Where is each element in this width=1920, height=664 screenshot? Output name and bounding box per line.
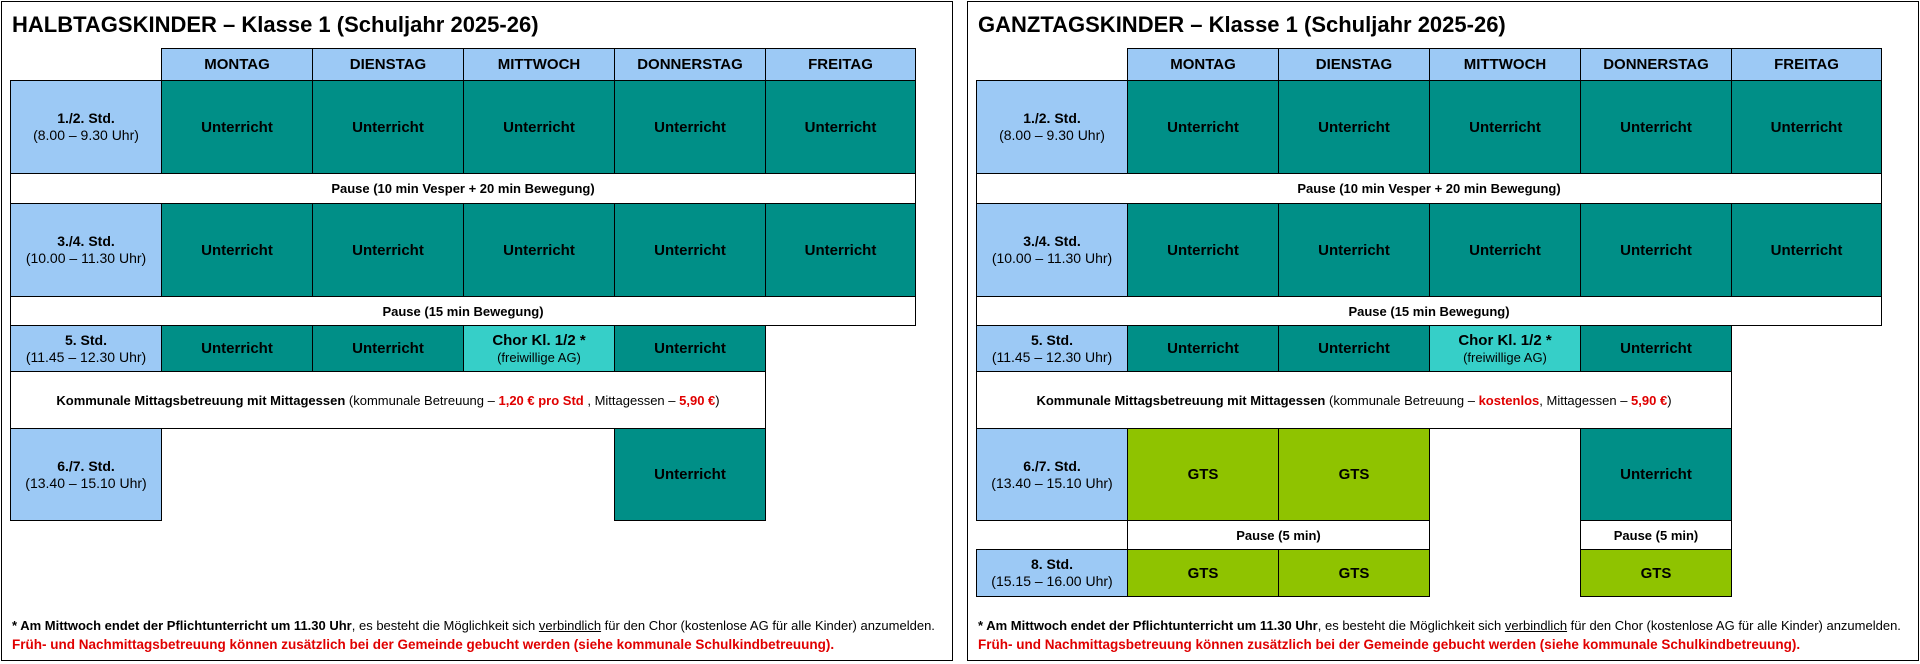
lesson-cell: Unterricht	[1731, 203, 1882, 297]
halbtag-schedule-panel	[1, 1, 953, 661]
slot-1-time: (8.00 – 9.30 Uhr)	[999, 127, 1105, 143]
lesson-cell: Unterricht	[614, 80, 766, 174]
slot-1-time: (8.00 – 9.30 Uhr)	[33, 127, 139, 143]
lesson-cell: Unterricht	[1127, 203, 1279, 297]
lesson-cell: Unterricht	[1731, 80, 1882, 174]
slot-3-time: (11.45 – 12.30 Uhr)	[25, 348, 147, 365]
slot-4-time: (13.40 – 15.10 Uhr)	[991, 474, 1113, 491]
footnote	[978, 618, 1901, 633]
chor-cell	[1429, 325, 1581, 372]
footnote-text2: für den Chor (kostenlose AG für alle Kinder) anzumelden.	[1567, 618, 1901, 633]
lesson-cell: Unterricht	[1278, 80, 1430, 174]
footnote-underline: verbindlich	[538, 618, 602, 633]
chor-cell	[463, 325, 615, 372]
slot-4-label	[10, 428, 162, 521]
care-price: 1,20 € pro Std	[498, 392, 584, 408]
lesson-cell: Unterricht	[161, 203, 313, 297]
chor-title: Chor Kl. 1/2 *	[1458, 331, 1552, 349]
slot-2-label	[10, 203, 162, 297]
slot-4-label	[976, 428, 1128, 521]
lunch-title: Kommunale Mittagsbetreuung mit Mittagessen	[1036, 392, 1326, 408]
footnote-text1: , es besteht die Möglichkeit sich	[351, 618, 539, 633]
chor-subtitle: (freiwillige AG)	[1463, 349, 1547, 365]
slot-1-label	[10, 80, 162, 174]
slot-2-title: 3./4. Std.	[1023, 233, 1081, 249]
header-freitag: FREITAG	[1731, 48, 1882, 81]
footnote-text2: für den Chor (kostenlose AG für alle Kinder) anzumelden.	[601, 618, 935, 633]
slot-1-label	[976, 80, 1128, 174]
footnote-bold: * Am Mittwoch endet der Pflichtunterricht um 11.30 Uhr	[978, 618, 1318, 633]
slot-2-title: 3./4. Std.	[57, 233, 115, 249]
header-freitag: FREITAG	[765, 48, 916, 81]
chor-subtitle: (freiwillige AG)	[497, 349, 581, 365]
halbtag-title: HALBTAGSKINDER – Klasse 1 (Schuljahr 2025-26)	[12, 12, 539, 37]
slot-2-label	[976, 203, 1128, 297]
lesson-cell: Unterricht	[1278, 325, 1430, 372]
slot-2-time: (10.00 – 11.30 Uhr)	[991, 250, 1113, 266]
slot-1-title: 1./2. Std.	[57, 110, 115, 126]
footnote-bold: * Am Mittwoch endet der Pflichtunterricht um 11.30 Uhr	[12, 618, 352, 633]
lesson-cell: Unterricht	[765, 80, 916, 174]
slot-4-title: 6./7. Std.	[57, 457, 115, 474]
pause-row: Pause (15 min Bewegung)	[976, 296, 1882, 326]
lunch-part3: )	[715, 392, 720, 408]
lesson-cell: Unterricht	[1429, 203, 1581, 297]
header-donnerstag: DONNERSTAG	[614, 48, 766, 81]
care-price: kostenlos	[1478, 392, 1540, 408]
header-mittwoch: MITTWOCH	[1429, 48, 1581, 81]
pause-row: Pause (10 min Vesper + 20 min Bewegung)	[976, 173, 1882, 204]
header-dienstag: DIENSTAG	[1278, 48, 1430, 81]
pause-row: Pause (15 min Bewegung)	[10, 296, 916, 326]
lesson-cell: Unterricht	[1580, 80, 1732, 174]
slot-3-label	[10, 325, 162, 372]
slot-5-title: 8. Std.	[1030, 556, 1073, 572]
gts-cell: GTS	[1278, 549, 1430, 597]
chor-title: Chor Kl. 1/2 *	[492, 331, 586, 349]
lesson-cell: Unterricht	[161, 80, 313, 174]
gts-cell: GTS	[1127, 428, 1279, 521]
pause-row: Pause (5 min)	[1127, 520, 1430, 550]
lesson-cell: Unterricht	[1580, 428, 1732, 521]
lunch-text	[56, 392, 719, 409]
pause-row: Pause (10 min Vesper + 20 min Bewegung)	[10, 173, 916, 204]
slot-3-title: 5. Std.	[1030, 331, 1073, 348]
care-note: Früh- und Nachmittagsbetreuung können zusätzlich bei der Gemeinde gebucht werden (siehe kommunale Schulkindbetreuung).	[12, 637, 835, 652]
lesson-cell: Unterricht	[1278, 203, 1430, 297]
lunch-row	[10, 371, 766, 429]
gts-cell: GTS	[1580, 549, 1732, 597]
lunch-part1: (kommunale Betreuung –	[1325, 392, 1479, 408]
lesson-cell: Unterricht	[312, 80, 464, 174]
footnote	[12, 618, 935, 633]
lesson-cell: Unterricht	[1580, 325, 1732, 372]
header-montag: MONTAG	[161, 48, 313, 81]
lesson-cell: Unterricht	[463, 80, 615, 174]
meal-price: 5,90 €	[679, 392, 716, 408]
ganztag-title: GANZTAGSKINDER – Klasse 1 (Schuljahr 2025-26)	[978, 12, 1506, 37]
lesson-cell: Unterricht	[463, 203, 615, 297]
ganztag-schedule-panel	[967, 1, 1919, 661]
header-donnerstag: DONNERSTAG	[1580, 48, 1732, 81]
lunch-title: Kommunale Mittagsbetreuung mit Mittagessen	[56, 392, 346, 408]
lesson-cell: Unterricht	[614, 428, 766, 521]
lunch-part3: )	[1667, 392, 1672, 408]
lunch-part2: , Mittagessen –	[583, 392, 680, 408]
slot-5-label	[976, 549, 1128, 597]
lesson-cell: Unterricht	[1429, 80, 1581, 174]
lunch-part1: (kommunale Betreuung –	[345, 392, 499, 408]
lunch-part2: , Mittagessen –	[1539, 392, 1632, 408]
pause-row: Pause (5 min)	[1580, 520, 1732, 550]
lesson-cell: Unterricht	[614, 325, 766, 372]
slot-3-label	[976, 325, 1128, 372]
slot-3-title: 5. Std.	[64, 331, 107, 348]
header-mittwoch: MITTWOCH	[463, 48, 615, 81]
lesson-cell: Unterricht	[765, 203, 916, 297]
gts-cell: GTS	[1278, 428, 1430, 521]
care-note: Früh- und Nachmittagsbetreuung können zusätzlich bei der Gemeinde gebucht werden (siehe kommunale Schulkindbetreuung).	[978, 637, 1801, 652]
header-dienstag: DIENSTAG	[312, 48, 464, 81]
gts-cell: GTS	[1127, 549, 1279, 597]
slot-5-time: (15.15 – 16.00 Uhr)	[991, 573, 1113, 589]
header-montag: MONTAG	[1127, 48, 1279, 81]
slot-1-title: 1./2. Std.	[1023, 110, 1081, 126]
lesson-cell: Unterricht	[161, 325, 313, 372]
lunch-text	[1036, 392, 1671, 409]
footnote-text1: , es besteht die Möglichkeit sich	[1317, 618, 1505, 633]
slot-2-time: (10.00 – 11.30 Uhr)	[25, 250, 147, 266]
slot-4-time: (13.40 – 15.10 Uhr)	[25, 474, 147, 491]
slot-3-time: (11.45 – 12.30 Uhr)	[991, 348, 1113, 365]
lesson-cell: Unterricht	[614, 203, 766, 297]
meal-price: 5,90 €	[1631, 392, 1668, 408]
footnote-underline: verbindlich	[1504, 618, 1568, 633]
lunch-row	[976, 371, 1732, 429]
lesson-cell: Unterricht	[312, 203, 464, 297]
lesson-cell: Unterricht	[1127, 80, 1279, 174]
lesson-cell: Unterricht	[312, 325, 464, 372]
lesson-cell: Unterricht	[1580, 203, 1732, 297]
lesson-cell: Unterricht	[1127, 325, 1279, 372]
slot-4-title: 6./7. Std.	[1023, 457, 1081, 474]
